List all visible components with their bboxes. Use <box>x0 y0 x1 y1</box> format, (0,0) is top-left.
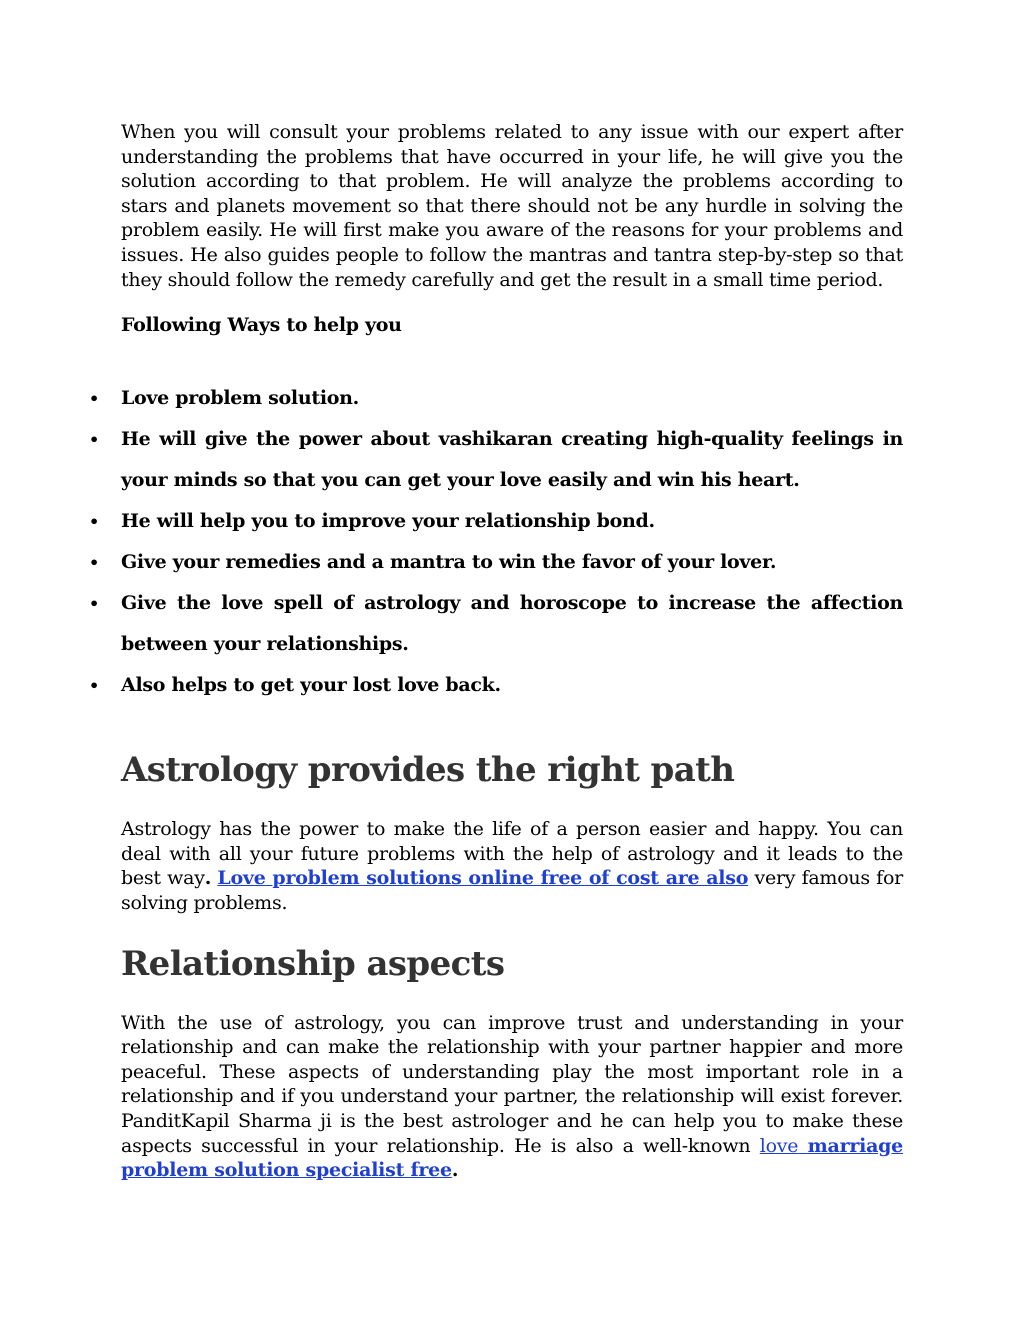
document-page <box>89 120 904 1183</box>
bullet-icon: • <box>89 594 99 614</box>
relationship-section-title: Relationship aspects <box>121 943 505 984</box>
list-item: • Give the love spell of astrology and horoscope to increase the affection between your relationships. <box>121 583 903 665</box>
bullet-icon: • <box>89 512 99 532</box>
bullet-icon: • <box>89 553 99 573</box>
relationship-paragraph: With the use of astrology, you can improve trust and understanding in your relationship and can make the relationship with your partner happier and more peaceful. These aspects of understanding play the most important role in a relationship and if you understand your partner, the relationship will exist forever. PanditKapil Sharma ji is the best astrologer and he can help you to make these aspects successful in your relationship. He is also a well-known love marriage problem solution specialist free. <box>121 1011 904 1182</box>
astrology-section-title: Astrology provides the right path <box>121 750 735 791</box>
list-item: • He will give the power about vashikaran creating high-quality feelings in your minds so that you can get your love easily and win his heart. <box>121 419 903 501</box>
astrology-paragraph: Astrology has the power to make the life of a person easier and happy. You can deal with all your future problems with the help of astrology and it leads to the best way. Love problem solutions online free of cost are also very famous for solving problems. <box>121 818 903 914</box>
list-item: • Love problem solution. <box>121 378 903 419</box>
bullet-icon: • <box>89 430 99 450</box>
bullet-icon: • <box>89 676 99 696</box>
ways-list <box>89 378 903 706</box>
intro-paragraph: When you will consult your problems related to any issue with our expert after understanding the problems that have occurred in your life, he will give you the solution according to that problem. He will analyze the problems according to stars and planets movement so that there should not be any hurdle in solving the problem easily. He will first make you aware of the reasons for your problems and issues. He also guides people to follow the mantras and tantra step-by-step so that they should follow the remedy carefully and get the result in a small time period. <box>121 121 903 291</box>
love-marriage-specialist-link[interactable]: love marriage problem solution specialist free <box>121 1134 904 1182</box>
list-item: • He will help you to improve your relationship bond. <box>121 501 903 542</box>
love-problem-solutions-link[interactable]: Love problem solutions online free of cost are also <box>217 867 749 890</box>
list-item: • Give your remedies and a mantra to win the favor of your lover. <box>121 542 903 583</box>
ways-heading: Following Ways to help you <box>121 314 402 337</box>
bullet-icon: • <box>89 389 99 409</box>
list-item: • Also helps to get your lost love back. <box>121 665 903 706</box>
